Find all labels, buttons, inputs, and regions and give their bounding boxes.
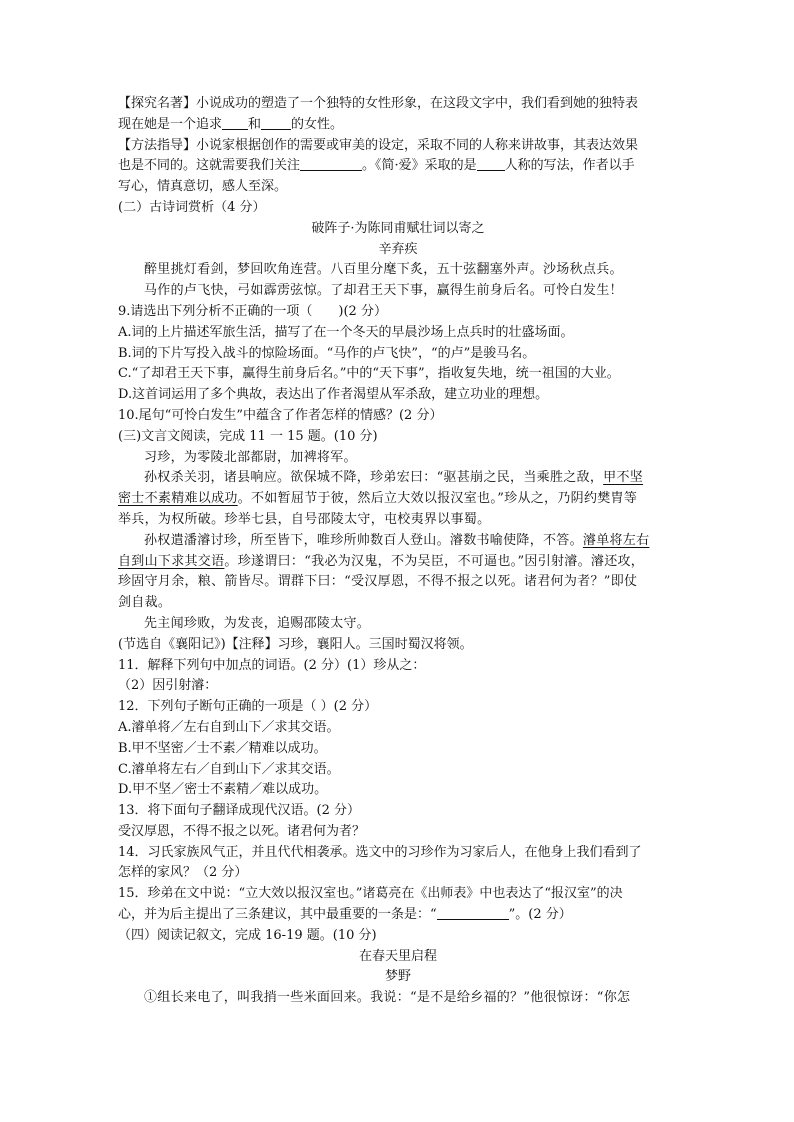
- q12-option-a[interactable]: A.濬单将／左右自到山下／求其交语。: [118, 719, 340, 735]
- poem-author: 辛弃疾: [378, 241, 418, 257]
- narrative-heading: （四）阅读记叙文，完成 16-19 题。(10 分): [118, 927, 377, 943]
- poem-section-heading: (二）古诗词赏析（4 分）: [118, 199, 266, 215]
- answer-blank[interactable]: [222, 115, 248, 130]
- classical-source-note: (节选自《襄阳记》)【注释】习珍，襄阳人。三国时蜀汉将领。: [118, 636, 473, 652]
- method-line-3: 写心，情真意切，感人至深。: [118, 179, 288, 195]
- classical-paragraph-4: 先主闻珍败，为发丧，追赐邵陵太守。: [144, 615, 371, 631]
- exam-page: [118, 94, 678, 1009]
- classical-paragraph-1: 习珍，为零陵北部都尉，加裨将军。: [144, 449, 357, 465]
- narrative-author: 梦野: [384, 969, 411, 985]
- answer-blank[interactable]: [477, 156, 505, 171]
- underlined-sentence: 濬单将左右: [582, 532, 650, 548]
- q14-line-1: 14．习氏家族风气正，并且代代相袭承。选文中的习珍作为习家后人，在他身上我们看到了: [118, 844, 642, 860]
- q15-line-1: 15．珍弟在文中说：“立大效以报汉室也。”诸葛亮在《出师表》中也表达了“报汉室”的决: [118, 886, 623, 902]
- poem-line-1: 醉里挑灯看剑，梦回吹角连营。八百里分麾下炙，五十弦翻塞外声。沙场秋点兵。: [144, 262, 623, 278]
- classical-heading: (三)文言文阅读，完成 11 一 15 题。(10 分): [118, 428, 378, 444]
- q9-option-c[interactable]: C.“了却君王天下事，赢得生前身后名。”中的“天下事”，指收复失地，统一祖国的大业。: [118, 366, 620, 382]
- classical-paragraph-3-line-1: 孙权遣潘濬讨珍，所至皆下，唯珍所帅数百人登山。濬数书喻使降，不答。濬单将左右: [144, 532, 650, 548]
- q12-option-d[interactable]: D.甲不坚／密士不素精／难以成功。: [118, 782, 328, 798]
- classical-paragraph-3-line-3: 珍固守月余，粮、箭皆尽。谓群下曰：“受汉厚恩，不得不报之以死。诸君何为者？”即仗: [118, 574, 638, 590]
- q11-stem: 11．解释下列句中加点的词语。(2 分）(1）珍从之：: [118, 657, 426, 673]
- classical-paragraph-2-line-2: 密士不素精难以成功。不如暂屈节于彼，然后立大效以报汉室也。”珍从之，乃阴约樊胄等: [118, 491, 638, 507]
- q10-stem: 10.尾句“可怜白发生”中蕴含了作者怎样的情感？(2 分）: [118, 407, 443, 423]
- method-line-2: 也是不同的。这就需要我们关注 。《简·爱》采取的是 人称的写法，作者以手: [118, 158, 635, 174]
- q9-option-a[interactable]: A.词的上片描述军旅生活，描写了在一个冬天的早晨沙场上点兵时的壮盛场面。: [118, 324, 574, 340]
- q13-stem: 13．将下面句子翻译成现代汉语。(2 分）: [118, 803, 361, 819]
- underlined-sentence: 自到山下求其交语: [118, 553, 225, 569]
- q9-option-b[interactable]: B.词的下片写投入战斗的惊险场面。“马作的卢飞快”，“的卢”是骏马名。: [118, 345, 536, 361]
- classical-paragraph-3-line-2: 自到山下求其交语。珍遂谓曰：“我必为汉鬼，不为吴臣，不可逼也。”因引射濬。濬还攻，: [118, 553, 645, 569]
- underlined-sentence: 密士不素精难以成功: [118, 491, 238, 507]
- q12-stem: 12．下列句子断句正确的一项是（ ）(2 分）: [118, 699, 378, 715]
- answer-blank[interactable]: [437, 905, 509, 920]
- poem-line-2: 马作的卢飞快，弓如霹雳弦惊。了却君王天下事，赢得生前身后名。可怜白发生！: [144, 283, 623, 299]
- q9-stem: 9.请选出下列分析不正确的一项（ )(2 分）: [118, 303, 387, 319]
- q14-line-2: 怎样的家风？（2 分）: [118, 865, 248, 881]
- q12-option-b[interactable]: B.甲不坚密／士不素／精难以成功。: [118, 740, 327, 756]
- classical-paragraph-3-line-4: 剑自裁。: [118, 595, 172, 611]
- method-line-1: 【方法指导】小说家根据创作的需要或审美的设定，采取不同的人称来讲故事，其表达效果: [118, 137, 639, 153]
- q11-item-2: （2）因引射濬：: [118, 678, 218, 694]
- q12-option-c[interactable]: C.濬单将左右／自到山下／求其交语。: [118, 761, 340, 777]
- underlined-sentence: 甲不坚: [603, 470, 644, 486]
- answer-blank[interactable]: [261, 115, 291, 130]
- narrative-title: 在春天里启程: [358, 948, 437, 964]
- q15-line-2: 心，并为后主提出了三条建议，其中最重要的一条是：“ ”。(2 分）: [118, 907, 572, 923]
- classical-paragraph-2-line-3: 举兵，为权所破。珍举七县，自号邵陵太守，屯校夷界以事蜀。: [118, 511, 491, 527]
- narrative-paragraph-1: ①组长来电了，叫我捎一些米面回来。我说：“是不是给乡福的？”他很惊讶：“你怎: [144, 990, 631, 1006]
- explore-line-2: 现在她是一个追求 和 的女性。: [118, 116, 344, 132]
- explore-line-1: 【探究名著】小说成功的塑造了一个独特的女性形象，在这段文字中，我们看到她的独特表: [118, 96, 639, 111]
- q9-option-d[interactable]: D.这首词运用了多个典故，表达出了作者渴望从军杀敌，建立功业的理想。: [118, 387, 549, 403]
- classical-paragraph-2-line-1: 孙权杀关羽，诸县响应。欲保城不降，珍弟宏曰：“驱甚崩之民，当乘胜之敌，甲不坚: [144, 470, 644, 486]
- answer-blank[interactable]: [300, 156, 362, 171]
- poem-title: 破阵子·为陈同甫赋壮词以寄之: [311, 220, 485, 236]
- q13-sentence: 受汉厚恩，不得不报之以死。诸君何为者？: [118, 823, 366, 839]
